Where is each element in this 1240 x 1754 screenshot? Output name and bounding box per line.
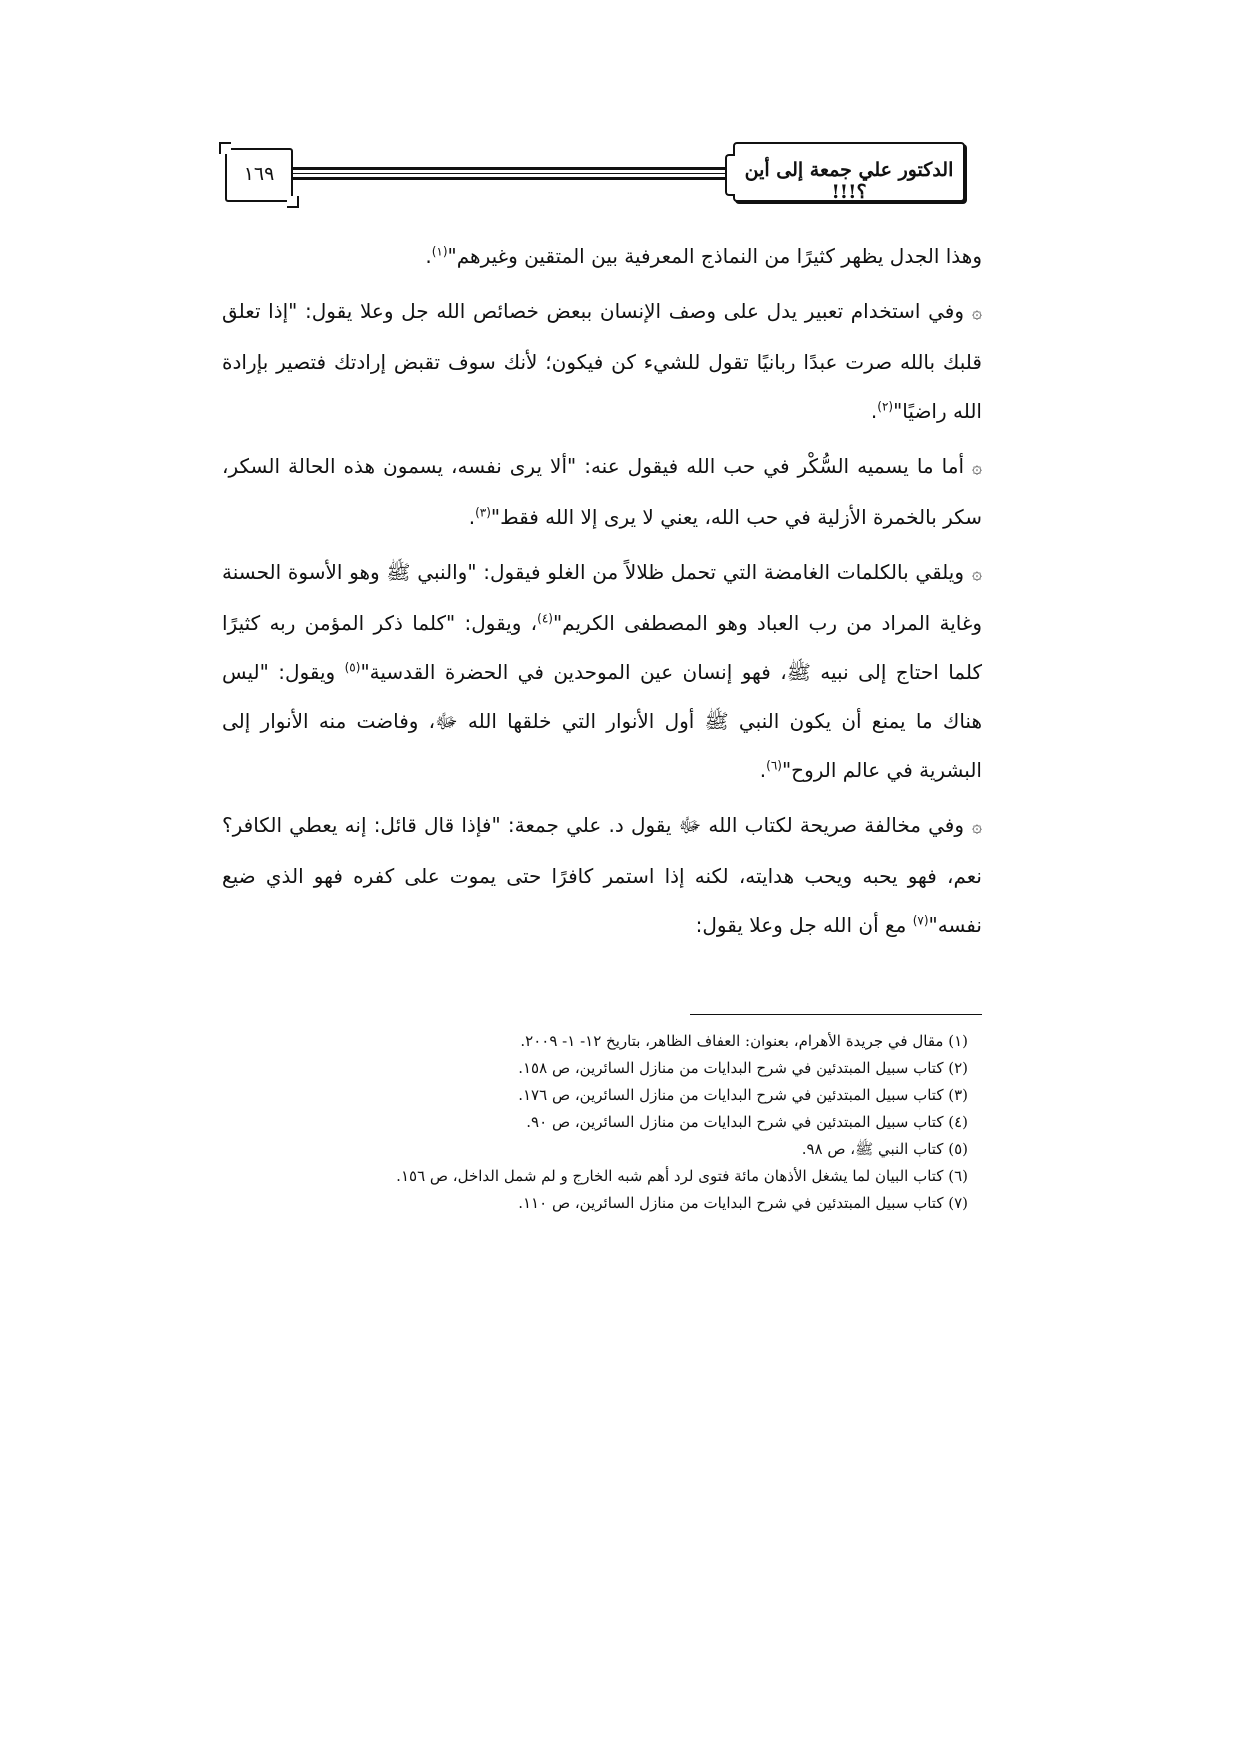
main-text — [222, 232, 982, 956]
paragraph-tail: . — [870, 399, 878, 423]
paragraph-text: وهذا الجدل يظهر كثيرًا من النماذج المعرفية بين المتقين وغيرهم" — [447, 244, 982, 268]
paragraph-text: ، ويقول: "كلما ذكر المؤمن ربه كثيرًا كلما احتاج إلى نبيه ﷺ، فهو إنسان عين الموحدين في الحضرة القدسية" — [222, 611, 982, 684]
footnote: (١) مقال في جريدة الأهرام، بعنوان: العفاف الظاهر، بتاريخ ١٢- ١- ٢٠٠٩. — [520, 1032, 968, 1050]
footnote-ref: (١) — [431, 244, 448, 259]
paragraph-text: ويقول: "ليس هناك ما يمنع أن يكون النبي ﷺ أول الأنوار التي خلقها الله ﷻ، وفاضت منه الأنوار إلى البشرية في عالم الروح" — [222, 660, 982, 782]
header-rule — [291, 173, 731, 174]
footnote: (٣) كتاب سبيل المبتدئين في شرح البدايات من منازل السائرين، ص ١٧٦. — [518, 1086, 968, 1104]
paragraph-tail: مع أن الله جل وعلا يقول: — [695, 913, 913, 937]
paragraph-tail: . — [425, 244, 432, 268]
footnote-ref: (٤) — [537, 611, 553, 626]
footnote-ref: (٧) — [912, 913, 929, 928]
paragraph — [222, 442, 982, 542]
footnote-separator — [690, 1014, 982, 1015]
paragraph-text: أما ما يسميه السُّكْر في حب الله فيقول عنه: "ألا يرى نفسه، يسمون هذه الحالة السكر، سكر بالخمرة الأزلية في حب الله، يعني لا يرى إلا الله فقط" — [222, 454, 982, 529]
footnote: (٤) كتاب سبيل المبتدئين في شرح البدايات من منازل السائرين، ص ٩٠. — [526, 1113, 968, 1131]
paragraph-tail: . — [468, 505, 476, 529]
footnotes — [222, 1028, 982, 1217]
header-rule — [291, 177, 731, 180]
footnote-ref: (٥) — [344, 660, 361, 675]
ornament-icon: ۞ — [972, 817, 982, 837]
footnote: (٥) كتاب النبي ﷺ، ص ٩٨. — [801, 1140, 968, 1158]
page-number-frame — [225, 148, 293, 202]
footnote-ref: (٦) — [766, 758, 782, 773]
page-header — [225, 140, 965, 212]
paragraph-tail: . — [759, 758, 767, 782]
footnote-ref: (٣) — [475, 505, 491, 520]
footnote-ref: (٢) — [877, 399, 894, 414]
footnote: (٦) كتاب البيان لما يشغل الأذهان مائة فتوى لرد أهم شبه الخارج و لم شمل الداخل، ص ١٥٦. — [396, 1167, 968, 1185]
paragraph-text: وفي استخدام تعبير يدل على وصف الإنسان ببعض خصائص الله جل وعلا يقول: "إذا تعلق قلبك بالله صرت عبدًا ربانيًا تقول للشيء كن فيكون؛ لأنك سوف تقبض إرادتك فتصير بإرادة الله راضيًا" — [222, 299, 982, 423]
paragraph — [222, 287, 982, 436]
running-title: الدكتور علي جمعة إلى أين ؟!!! — [744, 159, 954, 203]
paragraph — [222, 548, 982, 795]
ornament-icon: ۞ — [972, 458, 982, 478]
page-number: ١٦٩ — [243, 163, 275, 185]
footnote: (٢) كتاب سبيل المبتدئين في شرح البدايات من منازل السائرين، ص ١٥٨. — [518, 1059, 968, 1077]
ornament-icon: ۞ — [972, 564, 982, 584]
footnote: (٧) كتاب سبيل المبتدئين في شرح البدايات من منازل السائرين، ص ١١٠. — [518, 1194, 968, 1212]
running-title-frame — [733, 142, 965, 202]
ornament-icon: ۞ — [972, 303, 982, 323]
paragraph — [222, 801, 982, 950]
paragraph-text: وفي مخالفة صريحة لكتاب الله ﷻ يقول د. علي جمعة: "فإذا قال قائل: إنه يعطي الكافر؟ نعم، فهو يحبه ويحب هدايته، لكنه إذا استمر كافرًا حتى يموت على كفره فهو الذي ضيع نفسه" — [222, 813, 982, 937]
paragraph-text: ويلقي بالكلمات الغامضة التي تحمل ظلالاً من الغلو فيقول: "والنبي ﷺ وهو الأسوة الحسنة وغاية المراد من رب العباد وهو المصطفى الكريم" — [222, 560, 982, 635]
header-rule — [291, 167, 731, 170]
paragraph — [222, 232, 982, 281]
